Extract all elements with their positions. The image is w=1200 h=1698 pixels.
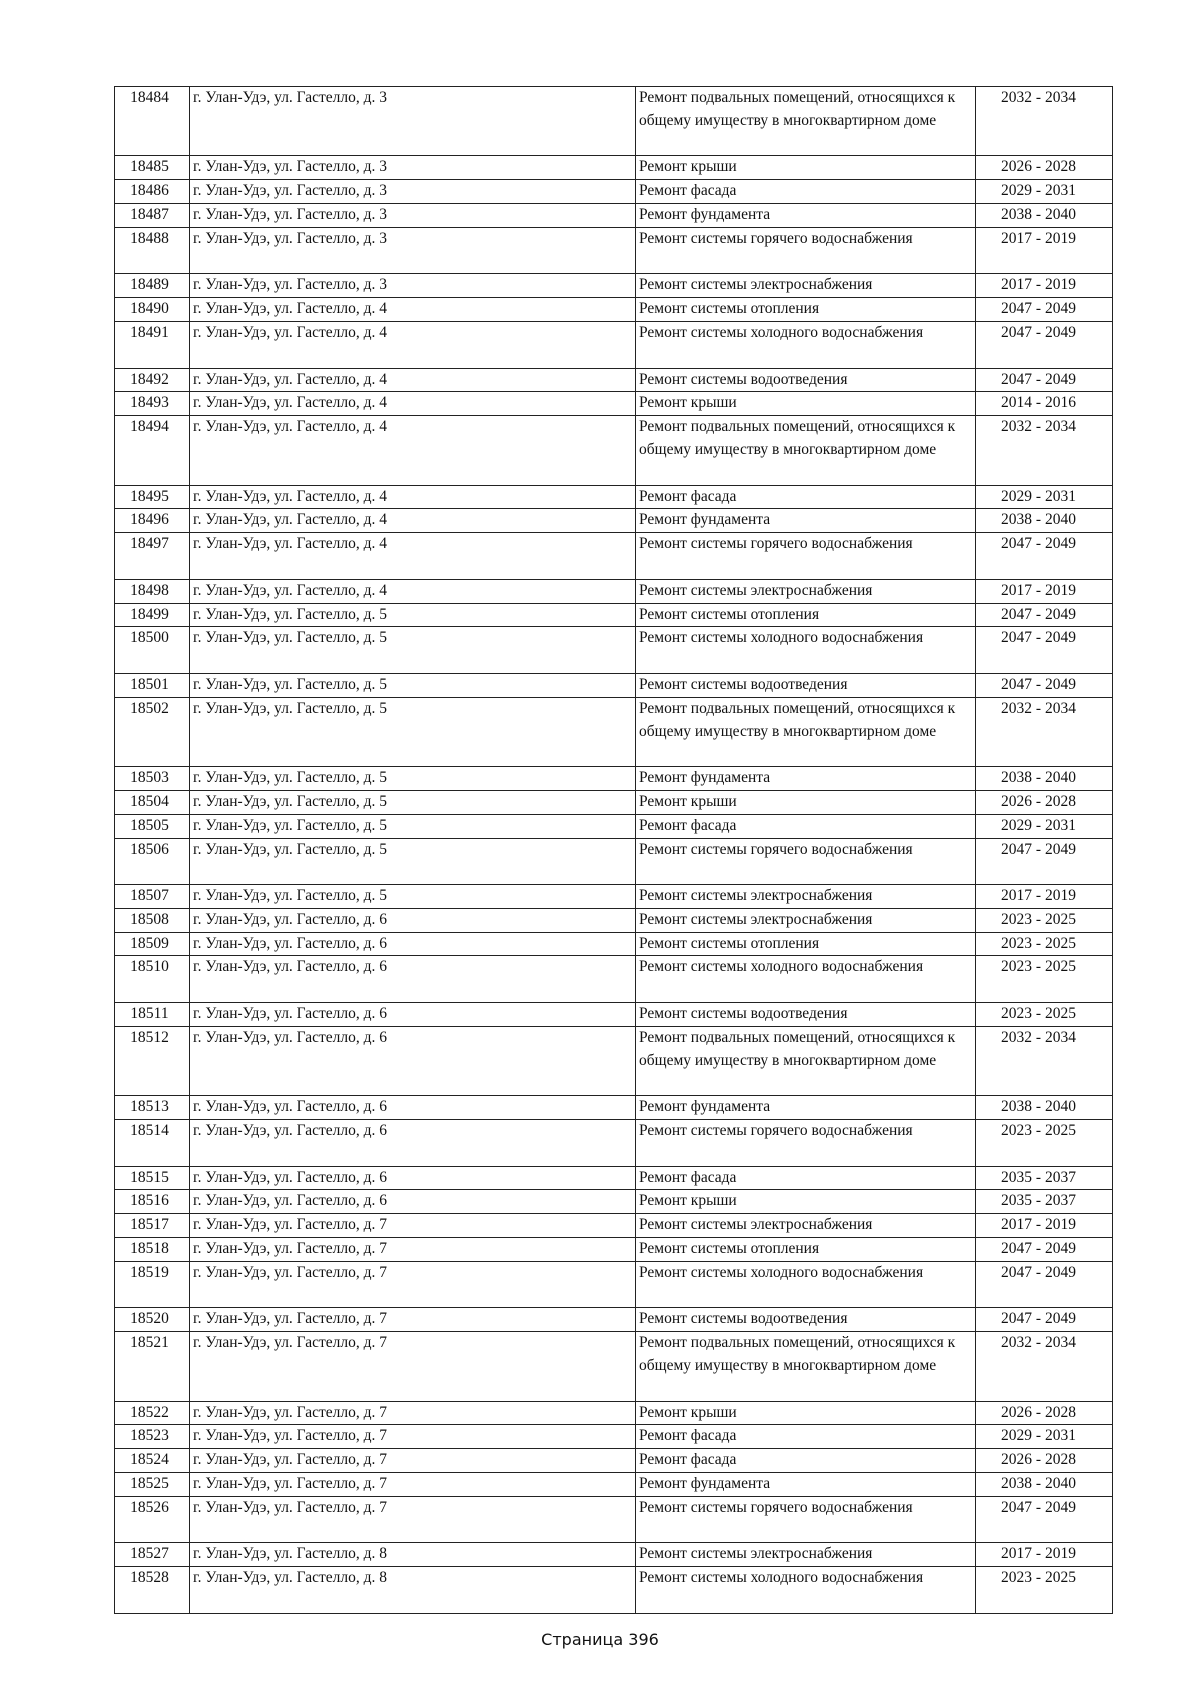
period-cell: 2029 - 2031 [976, 485, 1113, 509]
work-type-cell: Ремонт системы горячего водоснабжения [636, 1120, 976, 1167]
table-row [115, 908, 1113, 932]
work-type-cell: Ремонт фасада [636, 485, 976, 509]
address-cell: г. Улан-Удэ, ул. Гастелло, д. 3 [190, 156, 636, 180]
period-cell: 2047 - 2049 [976, 1238, 1113, 1262]
work-type-cell: Ремонт системы электроснабжения [636, 1214, 976, 1238]
period-cell: 2035 - 2037 [976, 1166, 1113, 1190]
work-type-cell: Ремонт подвальных помещений, относящихся к общему имуществу в многоквартирном доме [636, 1332, 976, 1401]
table-row [115, 1190, 1113, 1214]
address-cell: г. Улан-Удэ, ул. Гастелло, д. 5 [190, 790, 636, 814]
period-cell: 2017 - 2019 [976, 885, 1113, 909]
work-type-cell: Ремонт крыши [636, 392, 976, 416]
work-type-cell: Ремонт системы холодного водоснабжения [636, 627, 976, 674]
table-row [115, 1308, 1113, 1332]
table-row [115, 1425, 1113, 1449]
row-number-cell: 18504 [115, 790, 190, 814]
row-number-cell: 18492 [115, 368, 190, 392]
period-cell: 2017 - 2019 [976, 1543, 1113, 1567]
address-cell: г. Улан-Удэ, ул. Гастелло, д. 8 [190, 1543, 636, 1567]
work-type-cell: Ремонт системы отопления [636, 932, 976, 956]
table-row [115, 180, 1113, 204]
address-cell: г. Улан-Удэ, ул. Гастелло, д. 5 [190, 767, 636, 791]
table-row [115, 790, 1113, 814]
table-row [115, 1026, 1113, 1095]
row-number-cell: 18487 [115, 203, 190, 227]
period-cell: 2023 - 2025 [976, 956, 1113, 1003]
row-number-cell: 18514 [115, 1120, 190, 1167]
row-number-cell: 18516 [115, 1190, 190, 1214]
row-number-cell: 18513 [115, 1096, 190, 1120]
row-number-cell: 18498 [115, 579, 190, 603]
table-row [115, 485, 1113, 509]
work-type-cell: Ремонт фундамента [636, 203, 976, 227]
table-row [115, 533, 1113, 580]
table-row [115, 156, 1113, 180]
period-cell: 2017 - 2019 [976, 274, 1113, 298]
address-cell: г. Улан-Удэ, ул. Гастелло, д. 7 [190, 1449, 636, 1473]
row-number-cell: 18512 [115, 1026, 190, 1095]
address-cell: г. Улан-Удэ, ул. Гастелло, д. 4 [190, 533, 636, 580]
address-cell: г. Улан-Удэ, ул. Гастелло, д. 5 [190, 814, 636, 838]
period-cell: 2017 - 2019 [976, 1214, 1113, 1238]
table-row [115, 814, 1113, 838]
table-row [115, 1567, 1113, 1614]
row-number-cell: 18524 [115, 1449, 190, 1473]
table-row [115, 1166, 1113, 1190]
address-cell: г. Улан-Удэ, ул. Гастелло, д. 7 [190, 1473, 636, 1497]
address-cell: г. Улан-Удэ, ул. Гастелло, д. 3 [190, 227, 636, 274]
row-number-cell: 18523 [115, 1425, 190, 1449]
address-cell: г. Улан-Удэ, ул. Гастелло, д. 6 [190, 1096, 636, 1120]
address-cell: г. Улан-Удэ, ул. Гастелло, д. 5 [190, 603, 636, 627]
address-cell: г. Улан-Удэ, ул. Гастелло, д. 6 [190, 956, 636, 1003]
work-type-cell: Ремонт крыши [636, 790, 976, 814]
row-number-cell: 18508 [115, 908, 190, 932]
row-number-cell: 18490 [115, 298, 190, 322]
period-cell: 2047 - 2049 [976, 673, 1113, 697]
work-type-cell: Ремонт системы холодного водоснабжения [636, 1261, 976, 1308]
table-row [115, 203, 1113, 227]
work-type-cell: Ремонт крыши [636, 156, 976, 180]
address-cell: г. Улан-Удэ, ул. Гастелло, д. 5 [190, 885, 636, 909]
row-number-cell: 18485 [115, 156, 190, 180]
work-type-cell: Ремонт подвальных помещений, относящихся к общему имуществу в многоквартирном доме [636, 1026, 976, 1095]
period-cell: 2038 - 2040 [976, 203, 1113, 227]
address-cell: г. Улан-Удэ, ул. Гастелло, д. 7 [190, 1238, 636, 1262]
table-row [115, 227, 1113, 274]
work-type-cell: Ремонт фасада [636, 814, 976, 838]
period-cell: 2023 - 2025 [976, 932, 1113, 956]
work-type-cell: Ремонт крыши [636, 1190, 976, 1214]
work-type-cell: Ремонт фундамента [636, 767, 976, 791]
period-cell: 2032 - 2034 [976, 87, 1113, 156]
period-cell: 2038 - 2040 [976, 1473, 1113, 1497]
address-cell: г. Улан-Удэ, ул. Гастелло, д. 5 [190, 627, 636, 674]
period-cell: 2047 - 2049 [976, 321, 1113, 368]
row-number-cell: 18507 [115, 885, 190, 909]
work-type-cell: Ремонт системы водоотведения [636, 1003, 976, 1027]
row-number-cell: 18501 [115, 673, 190, 697]
work-type-cell: Ремонт подвальных помещений, относящихся к общему имуществу в многоквартирном доме [636, 697, 976, 766]
table-row [115, 1261, 1113, 1308]
row-number-cell: 18493 [115, 392, 190, 416]
table-row [115, 509, 1113, 533]
address-cell: г. Улан-Удэ, ул. Гастелло, д. 5 [190, 838, 636, 885]
period-cell: 2032 - 2034 [976, 416, 1113, 485]
work-type-cell: Ремонт фасада [636, 1166, 976, 1190]
work-type-cell: Ремонт системы горячего водоснабжения [636, 1496, 976, 1543]
address-cell: г. Улан-Удэ, ул. Гастелло, д. 7 [190, 1425, 636, 1449]
address-cell: г. Улан-Удэ, ул. Гастелло, д. 7 [190, 1308, 636, 1332]
work-type-cell: Ремонт фундамента [636, 1096, 976, 1120]
work-type-cell: Ремонт подвальных помещений, относящихся к общему имуществу в многоквартирном доме [636, 416, 976, 485]
address-cell: г. Улан-Удэ, ул. Гастелло, д. 5 [190, 673, 636, 697]
period-cell: 2023 - 2025 [976, 908, 1113, 932]
row-number-cell: 18500 [115, 627, 190, 674]
work-type-cell: Ремонт фасада [636, 180, 976, 204]
period-cell: 2047 - 2049 [976, 838, 1113, 885]
address-cell: г. Улан-Удэ, ул. Гастелло, д. 8 [190, 1567, 636, 1614]
work-type-cell: Ремонт системы холодного водоснабжения [636, 956, 976, 1003]
work-type-cell: Ремонт системы холодного водоснабжения [636, 1567, 976, 1614]
period-cell: 2029 - 2031 [976, 814, 1113, 838]
row-number-cell: 18526 [115, 1496, 190, 1543]
row-number-cell: 18496 [115, 509, 190, 533]
address-cell: г. Улан-Удэ, ул. Гастелло, д. 3 [190, 203, 636, 227]
address-cell: г. Улан-Удэ, ул. Гастелло, д. 6 [190, 1120, 636, 1167]
row-number-cell: 18506 [115, 838, 190, 885]
table-body [115, 87, 1113, 1614]
row-number-cell: 18495 [115, 485, 190, 509]
work-type-cell: Ремонт системы электроснабжения [636, 274, 976, 298]
work-type-cell: Ремонт системы электроснабжения [636, 579, 976, 603]
table-row [115, 1120, 1113, 1167]
address-cell: г. Улан-Удэ, ул. Гастелло, д. 3 [190, 274, 636, 298]
period-cell: 2047 - 2049 [976, 1261, 1113, 1308]
period-cell: 2032 - 2034 [976, 1026, 1113, 1095]
period-cell: 2014 - 2016 [976, 392, 1113, 416]
row-number-cell: 18527 [115, 1543, 190, 1567]
work-type-cell: Ремонт системы водоотведения [636, 368, 976, 392]
address-cell: г. Улан-Удэ, ул. Гастелло, д. 7 [190, 1261, 636, 1308]
table-row [115, 1473, 1113, 1497]
table-row [115, 932, 1113, 956]
address-cell: г. Улан-Удэ, ул. Гастелло, д. 6 [190, 1003, 636, 1027]
period-cell: 2023 - 2025 [976, 1003, 1113, 1027]
period-cell: 2038 - 2040 [976, 509, 1113, 533]
address-cell: г. Улан-Удэ, ул. Гастелло, д. 4 [190, 485, 636, 509]
address-cell: г. Улан-Удэ, ул. Гастелло, д. 6 [190, 1190, 636, 1214]
address-cell: г. Улан-Удэ, ул. Гастелло, д. 6 [190, 908, 636, 932]
table-row [115, 885, 1113, 909]
work-type-cell: Ремонт системы электроснабжения [636, 885, 976, 909]
period-cell: 2026 - 2028 [976, 156, 1113, 180]
period-cell: 2038 - 2040 [976, 767, 1113, 791]
table-row [115, 767, 1113, 791]
table-row [115, 1401, 1113, 1425]
table-row [115, 416, 1113, 485]
table-row [115, 1332, 1113, 1401]
period-cell: 2047 - 2049 [976, 533, 1113, 580]
address-cell: г. Улан-Удэ, ул. Гастелло, д. 4 [190, 298, 636, 322]
table-row [115, 1449, 1113, 1473]
table-row [115, 1496, 1113, 1543]
work-type-cell: Ремонт системы горячего водоснабжения [636, 838, 976, 885]
row-number-cell: 18503 [115, 767, 190, 791]
page-number: Страница 396 [541, 1630, 659, 1649]
work-type-cell: Ремонт системы горячего водоснабжения [636, 533, 976, 580]
table-row [115, 697, 1113, 766]
address-cell: г. Улан-Удэ, ул. Гастелло, д. 6 [190, 1026, 636, 1095]
work-type-cell: Ремонт фасада [636, 1449, 976, 1473]
work-type-cell: Ремонт системы водоотведения [636, 673, 976, 697]
address-cell: г. Улан-Удэ, ул. Гастелло, д. 3 [190, 180, 636, 204]
table-row [115, 838, 1113, 885]
period-cell: 2017 - 2019 [976, 227, 1113, 274]
row-number-cell: 18491 [115, 321, 190, 368]
row-number-cell: 18515 [115, 1166, 190, 1190]
period-cell: 2047 - 2049 [976, 603, 1113, 627]
work-type-cell: Ремонт фундамента [636, 1473, 976, 1497]
row-number-cell: 18489 [115, 274, 190, 298]
period-cell: 2023 - 2025 [976, 1567, 1113, 1614]
work-type-cell: Ремонт системы отопления [636, 1238, 976, 1262]
address-cell: г. Улан-Удэ, ул. Гастелло, д. 4 [190, 509, 636, 533]
table-row [115, 627, 1113, 674]
table-row [115, 1003, 1113, 1027]
address-cell: г. Улан-Удэ, ул. Гастелло, д. 7 [190, 1496, 636, 1543]
table-row [115, 298, 1113, 322]
period-cell: 2023 - 2025 [976, 1120, 1113, 1167]
work-type-cell: Ремонт крыши [636, 1401, 976, 1425]
address-cell: г. Улан-Удэ, ул. Гастелло, д. 7 [190, 1214, 636, 1238]
row-number-cell: 18499 [115, 603, 190, 627]
period-cell: 2026 - 2028 [976, 790, 1113, 814]
period-cell: 2047 - 2049 [976, 298, 1113, 322]
period-cell: 2017 - 2019 [976, 579, 1113, 603]
work-type-cell: Ремонт системы отопления [636, 603, 976, 627]
period-cell: 2026 - 2028 [976, 1401, 1113, 1425]
period-cell: 2047 - 2049 [976, 368, 1113, 392]
work-type-cell: Ремонт системы электроснабжения [636, 1543, 976, 1567]
row-number-cell: 18497 [115, 533, 190, 580]
table-row [115, 579, 1113, 603]
period-cell: 2047 - 2049 [976, 627, 1113, 674]
period-cell: 2032 - 2034 [976, 1332, 1113, 1401]
row-number-cell: 18522 [115, 1401, 190, 1425]
period-cell: 2029 - 2031 [976, 180, 1113, 204]
address-cell: г. Улан-Удэ, ул. Гастелло, д. 7 [190, 1332, 636, 1401]
table-row [115, 956, 1113, 1003]
row-number-cell: 18521 [115, 1332, 190, 1401]
row-number-cell: 18520 [115, 1308, 190, 1332]
row-number-cell: 18510 [115, 956, 190, 1003]
row-number-cell: 18517 [115, 1214, 190, 1238]
table-row [115, 1096, 1113, 1120]
work-type-cell: Ремонт подвальных помещений, относящихся к общему имуществу в многоквартирном доме [636, 87, 976, 156]
row-number-cell: 18486 [115, 180, 190, 204]
period-cell: 2038 - 2040 [976, 1096, 1113, 1120]
period-cell: 2035 - 2037 [976, 1190, 1113, 1214]
address-cell: г. Улан-Удэ, ул. Гастелло, д. 6 [190, 932, 636, 956]
row-number-cell: 18494 [115, 416, 190, 485]
table-row [115, 392, 1113, 416]
work-type-cell: Ремонт фасада [636, 1425, 976, 1449]
row-number-cell: 18518 [115, 1238, 190, 1262]
row-number-cell: 18505 [115, 814, 190, 838]
period-cell: 2047 - 2049 [976, 1496, 1113, 1543]
table-row [115, 673, 1113, 697]
address-cell: г. Улан-Удэ, ул. Гастелло, д. 7 [190, 1401, 636, 1425]
period-cell: 2026 - 2028 [976, 1449, 1113, 1473]
period-cell: 2047 - 2049 [976, 1308, 1113, 1332]
address-cell: г. Улан-Удэ, ул. Гастелло, д. 6 [190, 1166, 636, 1190]
address-cell: г. Улан-Удэ, ул. Гастелло, д. 4 [190, 579, 636, 603]
row-number-cell: 18509 [115, 932, 190, 956]
row-number-cell: 18502 [115, 697, 190, 766]
row-number-cell: 18511 [115, 1003, 190, 1027]
repair-schedule-table [114, 86, 1113, 1614]
table-row [115, 1214, 1113, 1238]
row-number-cell: 18528 [115, 1567, 190, 1614]
table-row [115, 274, 1113, 298]
work-type-cell: Ремонт системы отопления [636, 298, 976, 322]
table-row [115, 321, 1113, 368]
address-cell: г. Улан-Удэ, ул. Гастелло, д. 3 [190, 87, 636, 156]
table-row [115, 87, 1113, 156]
table-row [115, 368, 1113, 392]
address-cell: г. Улан-Удэ, ул. Гастелло, д. 4 [190, 392, 636, 416]
row-number-cell: 18519 [115, 1261, 190, 1308]
row-number-cell: 18488 [115, 227, 190, 274]
address-cell: г. Улан-Удэ, ул. Гастелло, д. 4 [190, 416, 636, 485]
table-row [115, 603, 1113, 627]
address-cell: г. Улан-Удэ, ул. Гастелло, д. 4 [190, 368, 636, 392]
work-type-cell: Ремонт фундамента [636, 509, 976, 533]
table-row [115, 1543, 1113, 1567]
work-type-cell: Ремонт системы водоотведения [636, 1308, 976, 1332]
period-cell: 2032 - 2034 [976, 697, 1113, 766]
period-cell: 2029 - 2031 [976, 1425, 1113, 1449]
address-cell: г. Улан-Удэ, ул. Гастелло, д. 5 [190, 697, 636, 766]
work-type-cell: Ремонт системы электроснабжения [636, 908, 976, 932]
work-type-cell: Ремонт системы горячего водоснабжения [636, 227, 976, 274]
work-type-cell: Ремонт системы холодного водоснабжения [636, 321, 976, 368]
row-number-cell: 18525 [115, 1473, 190, 1497]
row-number-cell: 18484 [115, 87, 190, 156]
address-cell: г. Улан-Удэ, ул. Гастелло, д. 4 [190, 321, 636, 368]
table-row [115, 1238, 1113, 1262]
